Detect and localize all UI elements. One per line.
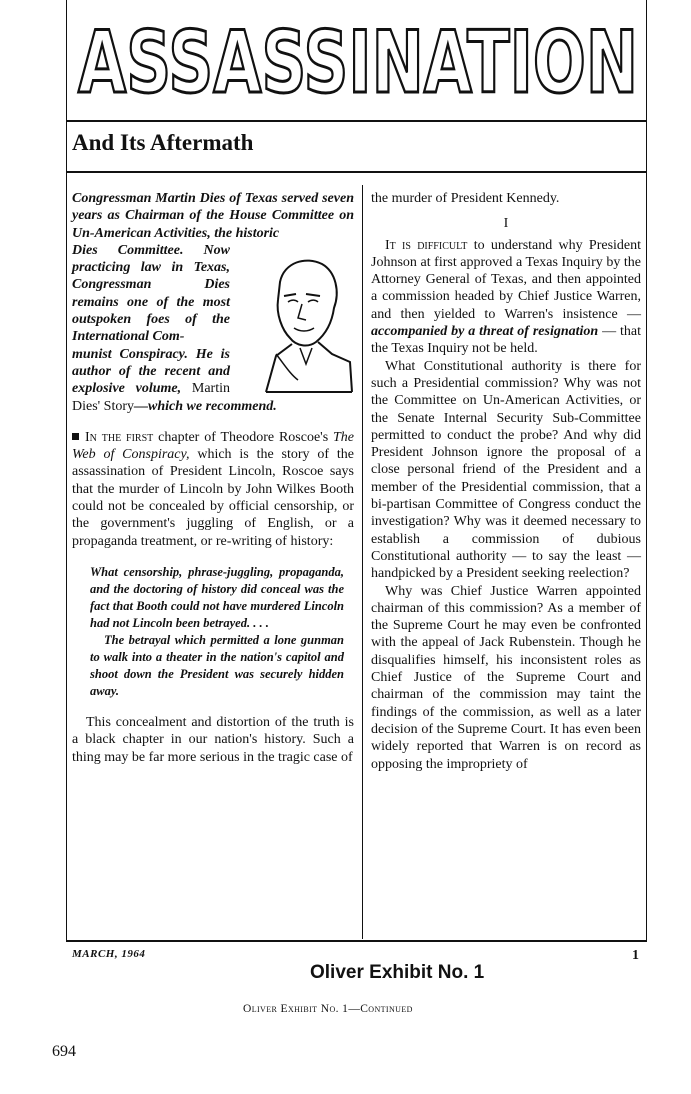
quote-paragraph-2: The betrayal which permitted a lone gunman to walk into a theater in the nation's capitol and shoot down the President was securely hidden away. <box>90 632 344 698</box>
issue-date: MARCH, 1964 <box>72 948 146 960</box>
quote-paragraph-1: What censorship, phrase-juggling, propaganda, and the doctoring of history did conceal was the fact that Booth could not have murdered Lincoln had not Lincoln been betrayed. . . . <box>90 564 344 630</box>
book-title: Martin Dies' Story <box>72 381 230 414</box>
cited-book-title: The Web of Conspiracy, <box>72 429 355 463</box>
subtitle-rule <box>67 171 646 173</box>
right-paragraph-1: It is difficult to understand why President Johnson at first approved a Texas Inquiry by the Attorney General of Texas, and then appointed a commission headed by Chief Justice Warren, and then yielded to Warren's insistence — accompanied by a threat of resignation — that the Texas Inquiry not be held. <box>371 237 642 357</box>
intro-text-top: Congressman Martin Dies of Texas served seven years as Chairman of the House Committee on Un-American Activities, the historic <box>72 191 354 241</box>
block-quote <box>90 564 344 700</box>
article-subtitle: And Its Aftermath <box>72 130 254 155</box>
continued-sentence: the murder of President Kennedy. <box>371 191 560 206</box>
exhibit-continued-label: Oliver Exhibit No. 1—Continued <box>243 1003 413 1015</box>
square-bullet-icon <box>72 433 79 440</box>
left-column <box>72 190 354 766</box>
paragraph-2: This concealment and distortion of the truth is a black chapter in our nation's history. Such a thing may be far more serious in the tragic case of <box>72 714 354 765</box>
masthead-rule <box>67 120 646 122</box>
footer-rule <box>67 940 646 942</box>
intro-text-side: Dies Committee. Now practicing law in Texas, Congressman Dies remains one of the most outspoken foes of the International Com- <box>72 242 230 345</box>
right-paragraph-3: Why was Chief Justice Warren appointed chairman of this commission? As a member of the Supreme Court he may even be confronted with the appeal of Jack Rubenstein. Though he disqualifies himself, his inconsistent roles as Chief Justice of the Supreme Court and chairman of the commission may taint the findings of the commission, as well as a later decision of the Supreme Court. It has even been widely reported that Warren is on record as opposing the impropriety of <box>371 583 641 772</box>
magazine-page-number: 1 <box>632 948 639 963</box>
svg-text:ASSASSINATION: ASSASSINATION <box>78 18 638 102</box>
author-portrait-sketch <box>236 244 354 394</box>
masthead-title <box>74 18 642 102</box>
column-divider <box>362 185 363 939</box>
right-column <box>371 190 641 773</box>
paragraph-1: In the first chapter of Theodore Roscoe's The Web of Conspiracy, which is the story of the assassination of President Lincoln, Roscoe says that the murder of Lincoln by John Wilkes Booth could not be concealed by official censorship, or the government's juggling of English, or a propaganda treatment, or re-writing of history: <box>72 429 355 549</box>
section-number: I <box>503 216 509 232</box>
exhibit-title: Oliver Exhibit No. 1 <box>310 962 485 983</box>
right-paragraph-2: What Constitutional authority is there for such a Presidential commission? Why was not the Committee on Un-American Activities, or the Senate Internal Security Sub-Committee permitted to conduct the probe? And why did President Johnson ignore the proposal of a close personal friend of the President and a member of the Presidential commission, that a bi-partisan Committee of Congress conduct the investigation? Why was it deemed necessary to establish a commission of dubious Constitutional authority — to say the least — handpicked by a President seeking reelection? <box>371 358 641 582</box>
intro-recommend: —which we recommend. <box>134 398 277 414</box>
intro-text-tail: munist Conspiracy. He is author of the recent and explosive volume, <box>72 346 230 397</box>
author-intro <box>72 190 354 415</box>
page-number: 694 <box>52 1043 76 1060</box>
right-frame-line <box>646 0 647 942</box>
left-frame-line <box>66 0 67 942</box>
